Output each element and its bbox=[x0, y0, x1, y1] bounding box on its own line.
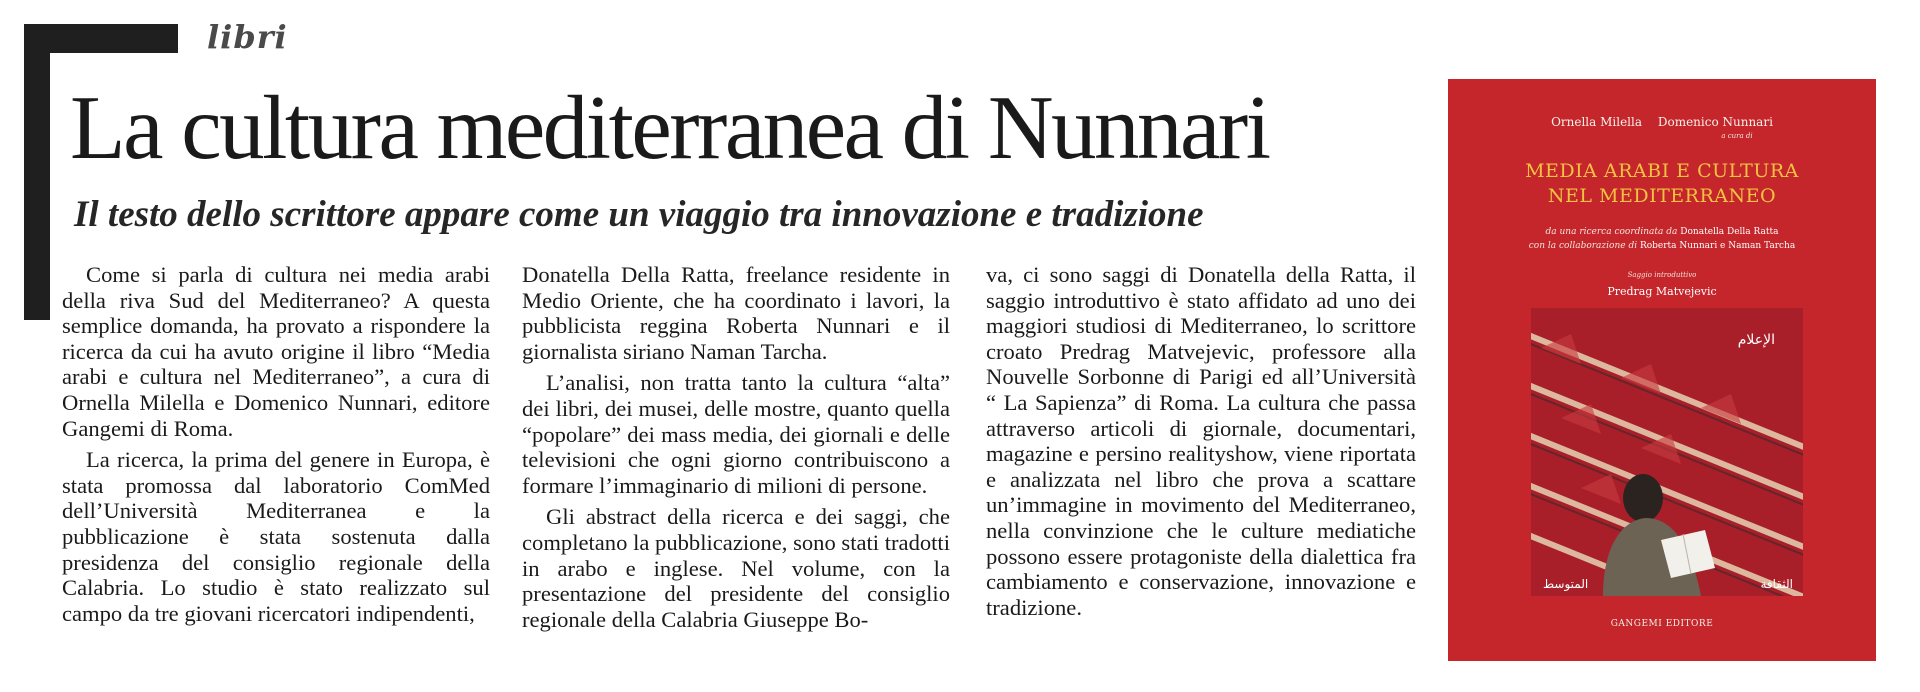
cover-authors bbox=[1448, 115, 1876, 129]
article-column-3 bbox=[986, 262, 1416, 620]
article-column-2 bbox=[522, 262, 950, 632]
article-paragraph: Donatella Della Ratta, freelance residente in Medio Oriente, che ha coordinato i lavori, la pubblicista reggina Roberta Nunnari e il giornalista siriano Naman Tarcha. bbox=[522, 262, 950, 364]
cover-photo-text-top: الإعلام bbox=[1737, 332, 1775, 348]
cover-author-1: Ornella Milella bbox=[1551, 115, 1643, 129]
cover-research-credits bbox=[1448, 225, 1876, 253]
article-paragraph: La ricerca, la prima del genere in Europa, è stata promossa dal laboratorio ComMed dell’Università Mediterranea e la pubblicazione è stata sostenuta dalla presidenza del consiglio regionale della Calabria. Lo studio è stato realizzato sul campo da tre giovani ricercatori indipendenti, bbox=[62, 447, 490, 626]
cover-research-coordinator: Donatella Della Ratta bbox=[1680, 227, 1779, 237]
book-cover bbox=[1448, 79, 1876, 661]
man-reading-on-prayer-carpets-image bbox=[1531, 308, 1803, 596]
cover-title bbox=[1448, 159, 1876, 209]
subheadline: Il testo dello scrittore appare come un viaggio tra innovazione e tradizione bbox=[74, 194, 1204, 235]
cover-a-cura-di: a cura di bbox=[1721, 132, 1753, 140]
cover-photo-svg bbox=[1531, 308, 1803, 596]
article-paragraph: Gli abstract della ricerca e dei saggi, che completano la pubblicazione, sono stati tradotti in arabo e inglese. Nel volume, con la presentazione del presidente del consiglio regionale della Calabria Giuseppe Bo- bbox=[522, 504, 950, 632]
article-column-1 bbox=[62, 262, 490, 626]
headline: La cultura mediterranea di Nunnari bbox=[70, 77, 1269, 178]
cover-saggio-label: Saggio introduttivo bbox=[1627, 271, 1697, 279]
cover-saggio-author: Predrag Matvejevic bbox=[1607, 285, 1717, 298]
cover-photo-text-bottom-left: المتوسط bbox=[1543, 577, 1589, 591]
cover-research-prefix: da una ricerca coordinata da bbox=[1545, 227, 1678, 237]
cover-title-line-2: NEL MEDITERRANEO bbox=[1547, 185, 1777, 207]
cover-collaborators: Roberta Nunnari e Naman Tarcha bbox=[1639, 241, 1796, 251]
cover-publisher: GANGEMI EDITORE bbox=[1610, 619, 1714, 629]
cover-photo-text-bottom-right: الثقافة bbox=[1760, 577, 1793, 591]
article-paragraph: va, ci sono saggi di Donatella della Ratta, il saggio introduttivo è stato affidato ad uno dei maggiori studiosi di Mediterraneo, lo scrittore croato Predrag Matvejevic, professore alla Nouvelle Sorbonne di Parigi ed all’Università “ La Sapienza” di Roma. La cultura che passa attraverso articoli di giornale, documentari, magazine e persino realityshow, viene riportata e analizzata nel libro che prova a scattare un’immagine in movimento del Mediterraneo, nella convinzione che le culture mediatiche possono essere protagoniste della dialettica fra cambiamento e conservazione, innovazione e tradizione. bbox=[986, 262, 1416, 620]
article-frame-left-bar bbox=[24, 24, 50, 320]
article-paragraph: L’analisi, non tratta tanto la cultura “alta” dei libri, dei musei, delle mostre, quanto quella “popolare” dei mass media, dei giornali e delle televisioni che ogni giorno contribuiscono a formare l’immaginario di milioni di persone. bbox=[522, 370, 950, 498]
cover-collab-prefix: con la collaborazione di bbox=[1528, 241, 1638, 251]
article-paragraph: Come si parla di cultura nei media arabi della riva Sud del Mediterraneo? A questa semplice domanda, ha provato a rispondere la ricerca da cui ha avuto origine il libro “Media arabi e cultura nel Mediterraneo”, a cura di Ornella Milella e Domenico Nunnari, editore Gangemi di Roma. bbox=[62, 262, 490, 441]
section-label: libri bbox=[207, 18, 288, 56]
cover-author-2: Domenico Nunnari bbox=[1657, 115, 1773, 129]
cover-title-line-1: MEDIA ARABI E CULTURA bbox=[1525, 160, 1799, 182]
